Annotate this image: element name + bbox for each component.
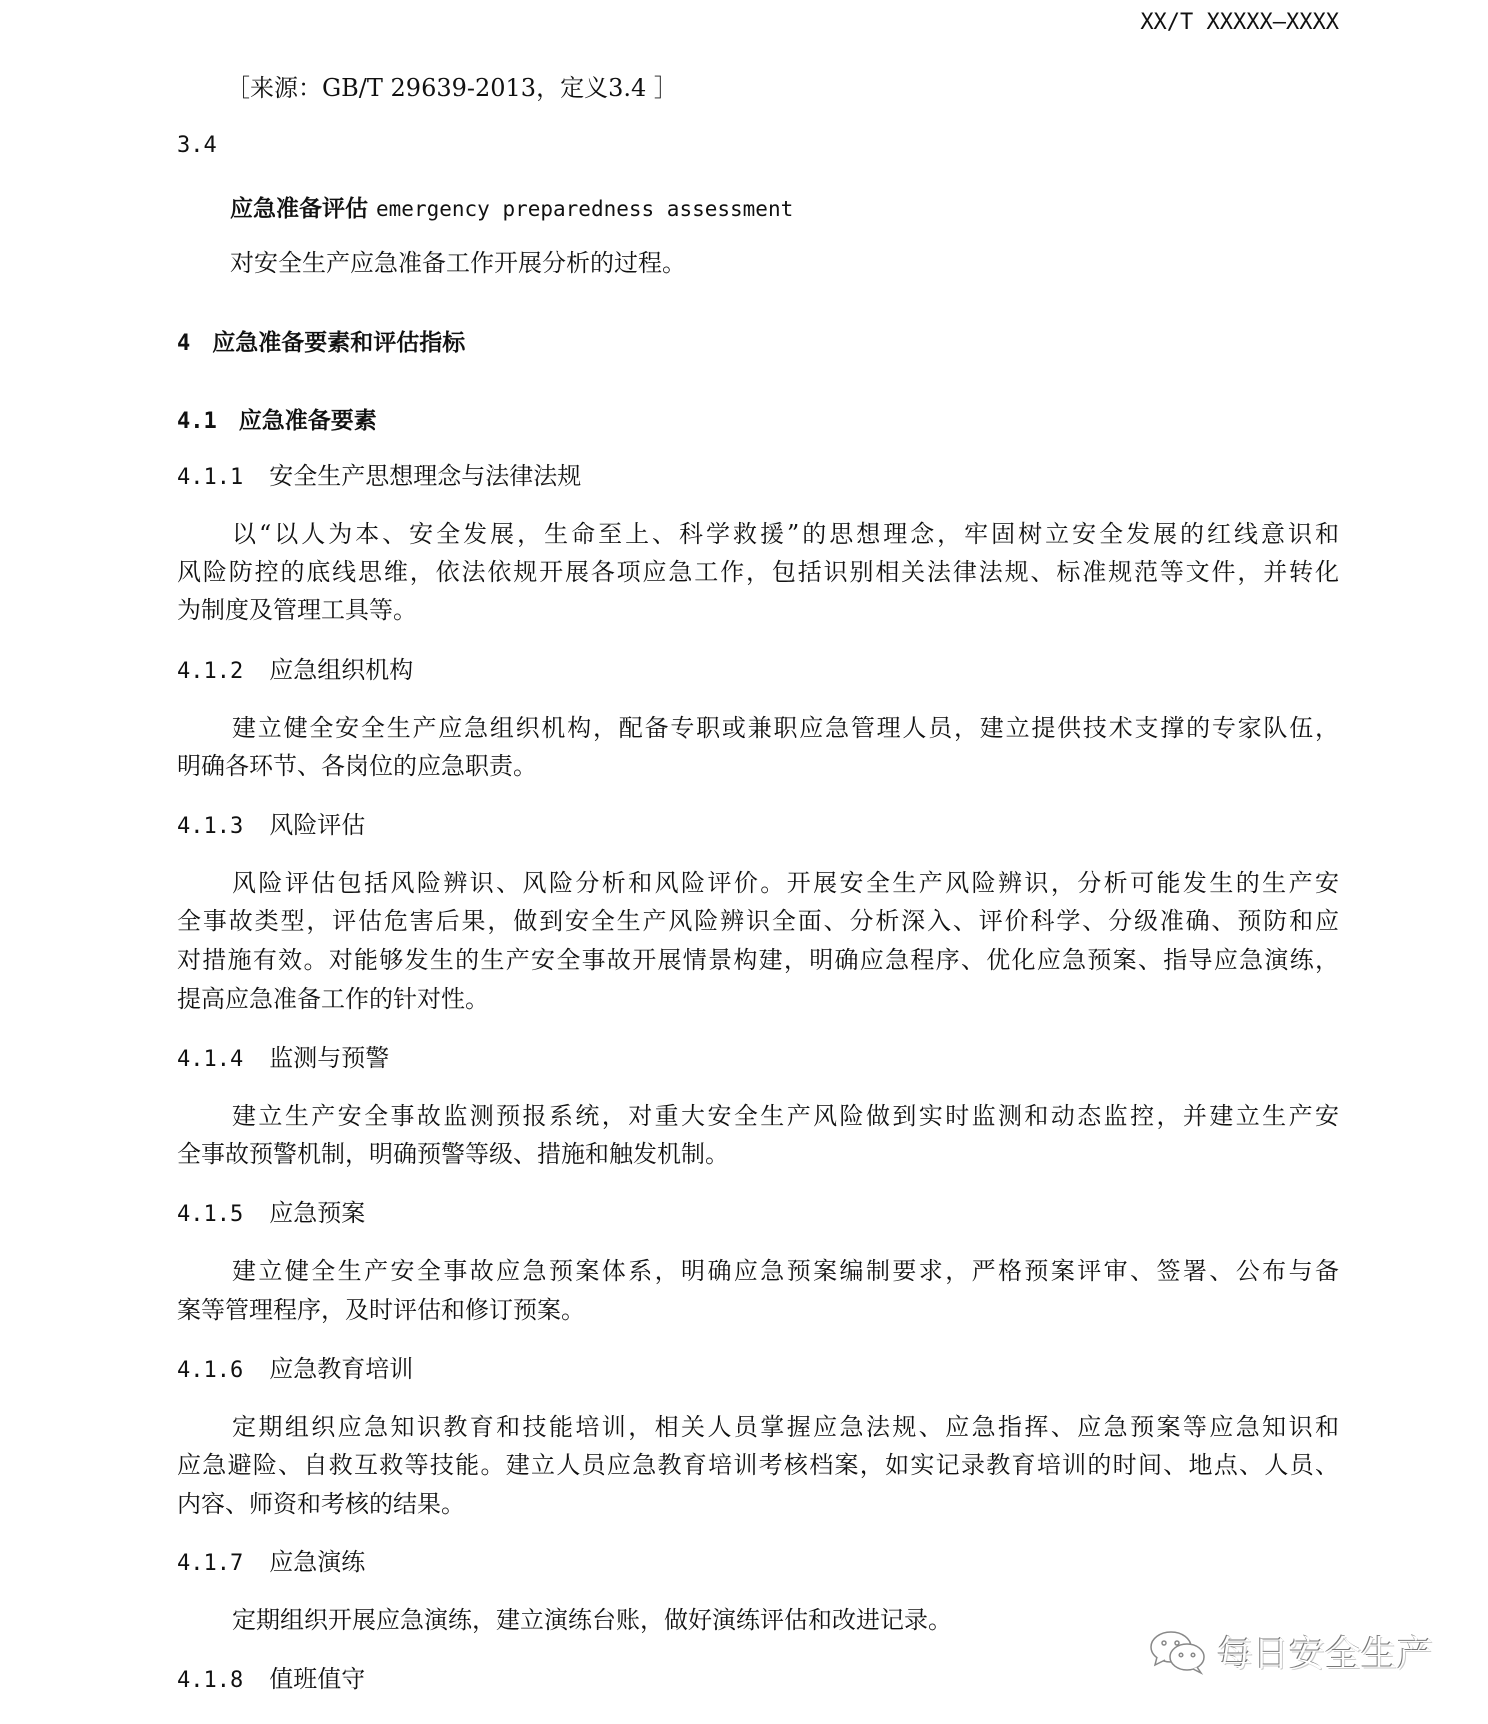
section-number: 4 [177,331,191,356]
paragraph-line: 定期组织开展应急演练，建立演练台账，做好演练评估和改进记录。 [232,1606,952,1634]
clause-number: 4.1.6 [177,1358,244,1383]
document-code: XX/T XXXXX—XXXX [1140,10,1339,35]
paragraph-line: 内容、师资和考核的结果。 [177,1490,465,1518]
clause-heading [177,1664,365,1696]
clause-title: 监测与预警 [269,1044,390,1072]
paragraph-line: 全事故类型，评估危害后果，做到安全生产风险辨识全面、分析深入、评价科学、分级准确、预防和应 [177,907,1339,935]
clause-title: 应急预案 [269,1199,366,1227]
clause-number: 4.1.2 [177,659,244,684]
paragraph-line: 全事故预警机制，明确预警等级、措施和触发机制。 [177,1140,729,1168]
section-number: 4.1 [177,409,217,434]
paragraph-line: 以“以人为本、安全发展，生命至上、科学救援”的思想理念，牢固树立安全发展的红线意识和 [232,520,1339,548]
clause-number: 4.1.8 [177,1668,244,1693]
term-en: emergency preparedness assessment [376,197,794,221]
paragraph-line: 案等管理程序，及时评估和修订预案。 [177,1296,585,1324]
clause-heading [177,1198,365,1230]
clause-title: 应急组织机构 [269,656,414,684]
watermark [1149,1626,1433,1677]
paragraph-line: 风险防控的底线思维，依法依规开展各项应急工作，包括识别相关法律法规、标准规范等文件，并转化 [177,558,1339,586]
section-title: 应急准备要素和评估指标 [212,330,466,356]
term-number: 3.4 [177,133,217,158]
term-zh: 应急准备评估 [230,196,368,222]
paragraph-line: 建立生产安全事故监测预报系统，对重大安全生产风险做到实时监测和动态监控，并建立生产安 [232,1102,1339,1130]
section-title: 应急准备要素 [238,408,377,434]
watermark-text: 每日安全生产 [1217,1634,1434,1675]
clause-heading [177,655,413,687]
paragraph-line: 建立健全生产安全事故应急预案体系，明确应急预案编制要求，严格预案评审、签署、公布与备 [232,1257,1339,1285]
clause-heading [177,461,581,493]
clause-number: 4.1.7 [177,1551,244,1576]
paragraph-line: 为制度及管理工具等。 [177,596,417,624]
source-note: ［来源：GB/T 29639-2013，定义3.4 ］ [226,74,678,102]
paragraph-line: 定期组织应急知识教育和技能培训，相关人员掌握应急法规、应急指挥、应急预案等应急知识和 [232,1413,1339,1441]
clause-number: 4.1.5 [177,1202,244,1227]
clause-title: 安全生产思想理念与法律法规 [269,462,582,490]
term-title [230,190,793,223]
wechat-icon [1149,1629,1209,1675]
clause-heading [177,1547,365,1579]
clause-title: 值班值守 [269,1665,366,1693]
clause-heading [177,810,365,842]
clause-number: 4.1.4 [177,1047,244,1072]
paragraph-line: 明确各环节、各岗位的应急职责。 [177,752,537,780]
clause-heading [177,1043,389,1075]
paragraph-line: 应急避险、自救互救等技能。建立人员应急教育培训考核档案，如实记录教育培训的时间、地点、人员、 [177,1451,1339,1479]
paragraph-line: 风险评估包括风险辨识、风险分析和风险评价。开展安全生产风险辨识，分析可能发生的生产安 [232,869,1339,897]
section-heading-4 [177,324,465,357]
section-heading-4-1 [177,402,377,435]
term-definition: 对安全生产应急准备工作开展分析的过程。 [230,249,686,277]
clause-title: 风险评估 [269,811,366,839]
clause-title: 应急教育培训 [269,1355,414,1383]
paragraph-line: 建立健全安全生产应急组织机构，配备专职或兼职应急管理人员，建立提供技术支撑的专家队伍， [232,714,1339,742]
paragraph-line: 提高应急准备工作的针对性。 [177,985,489,1013]
clause-title: 应急演练 [269,1548,366,1576]
clause-heading [177,1354,413,1386]
clause-number: 4.1.1 [177,465,244,490]
clause-number: 4.1.3 [177,814,244,839]
paragraph-line: 对措施有效。对能够发生的生产安全事故开展情景构建，明确应急程序、优化应急预案、指导应急演练， [177,946,1339,974]
